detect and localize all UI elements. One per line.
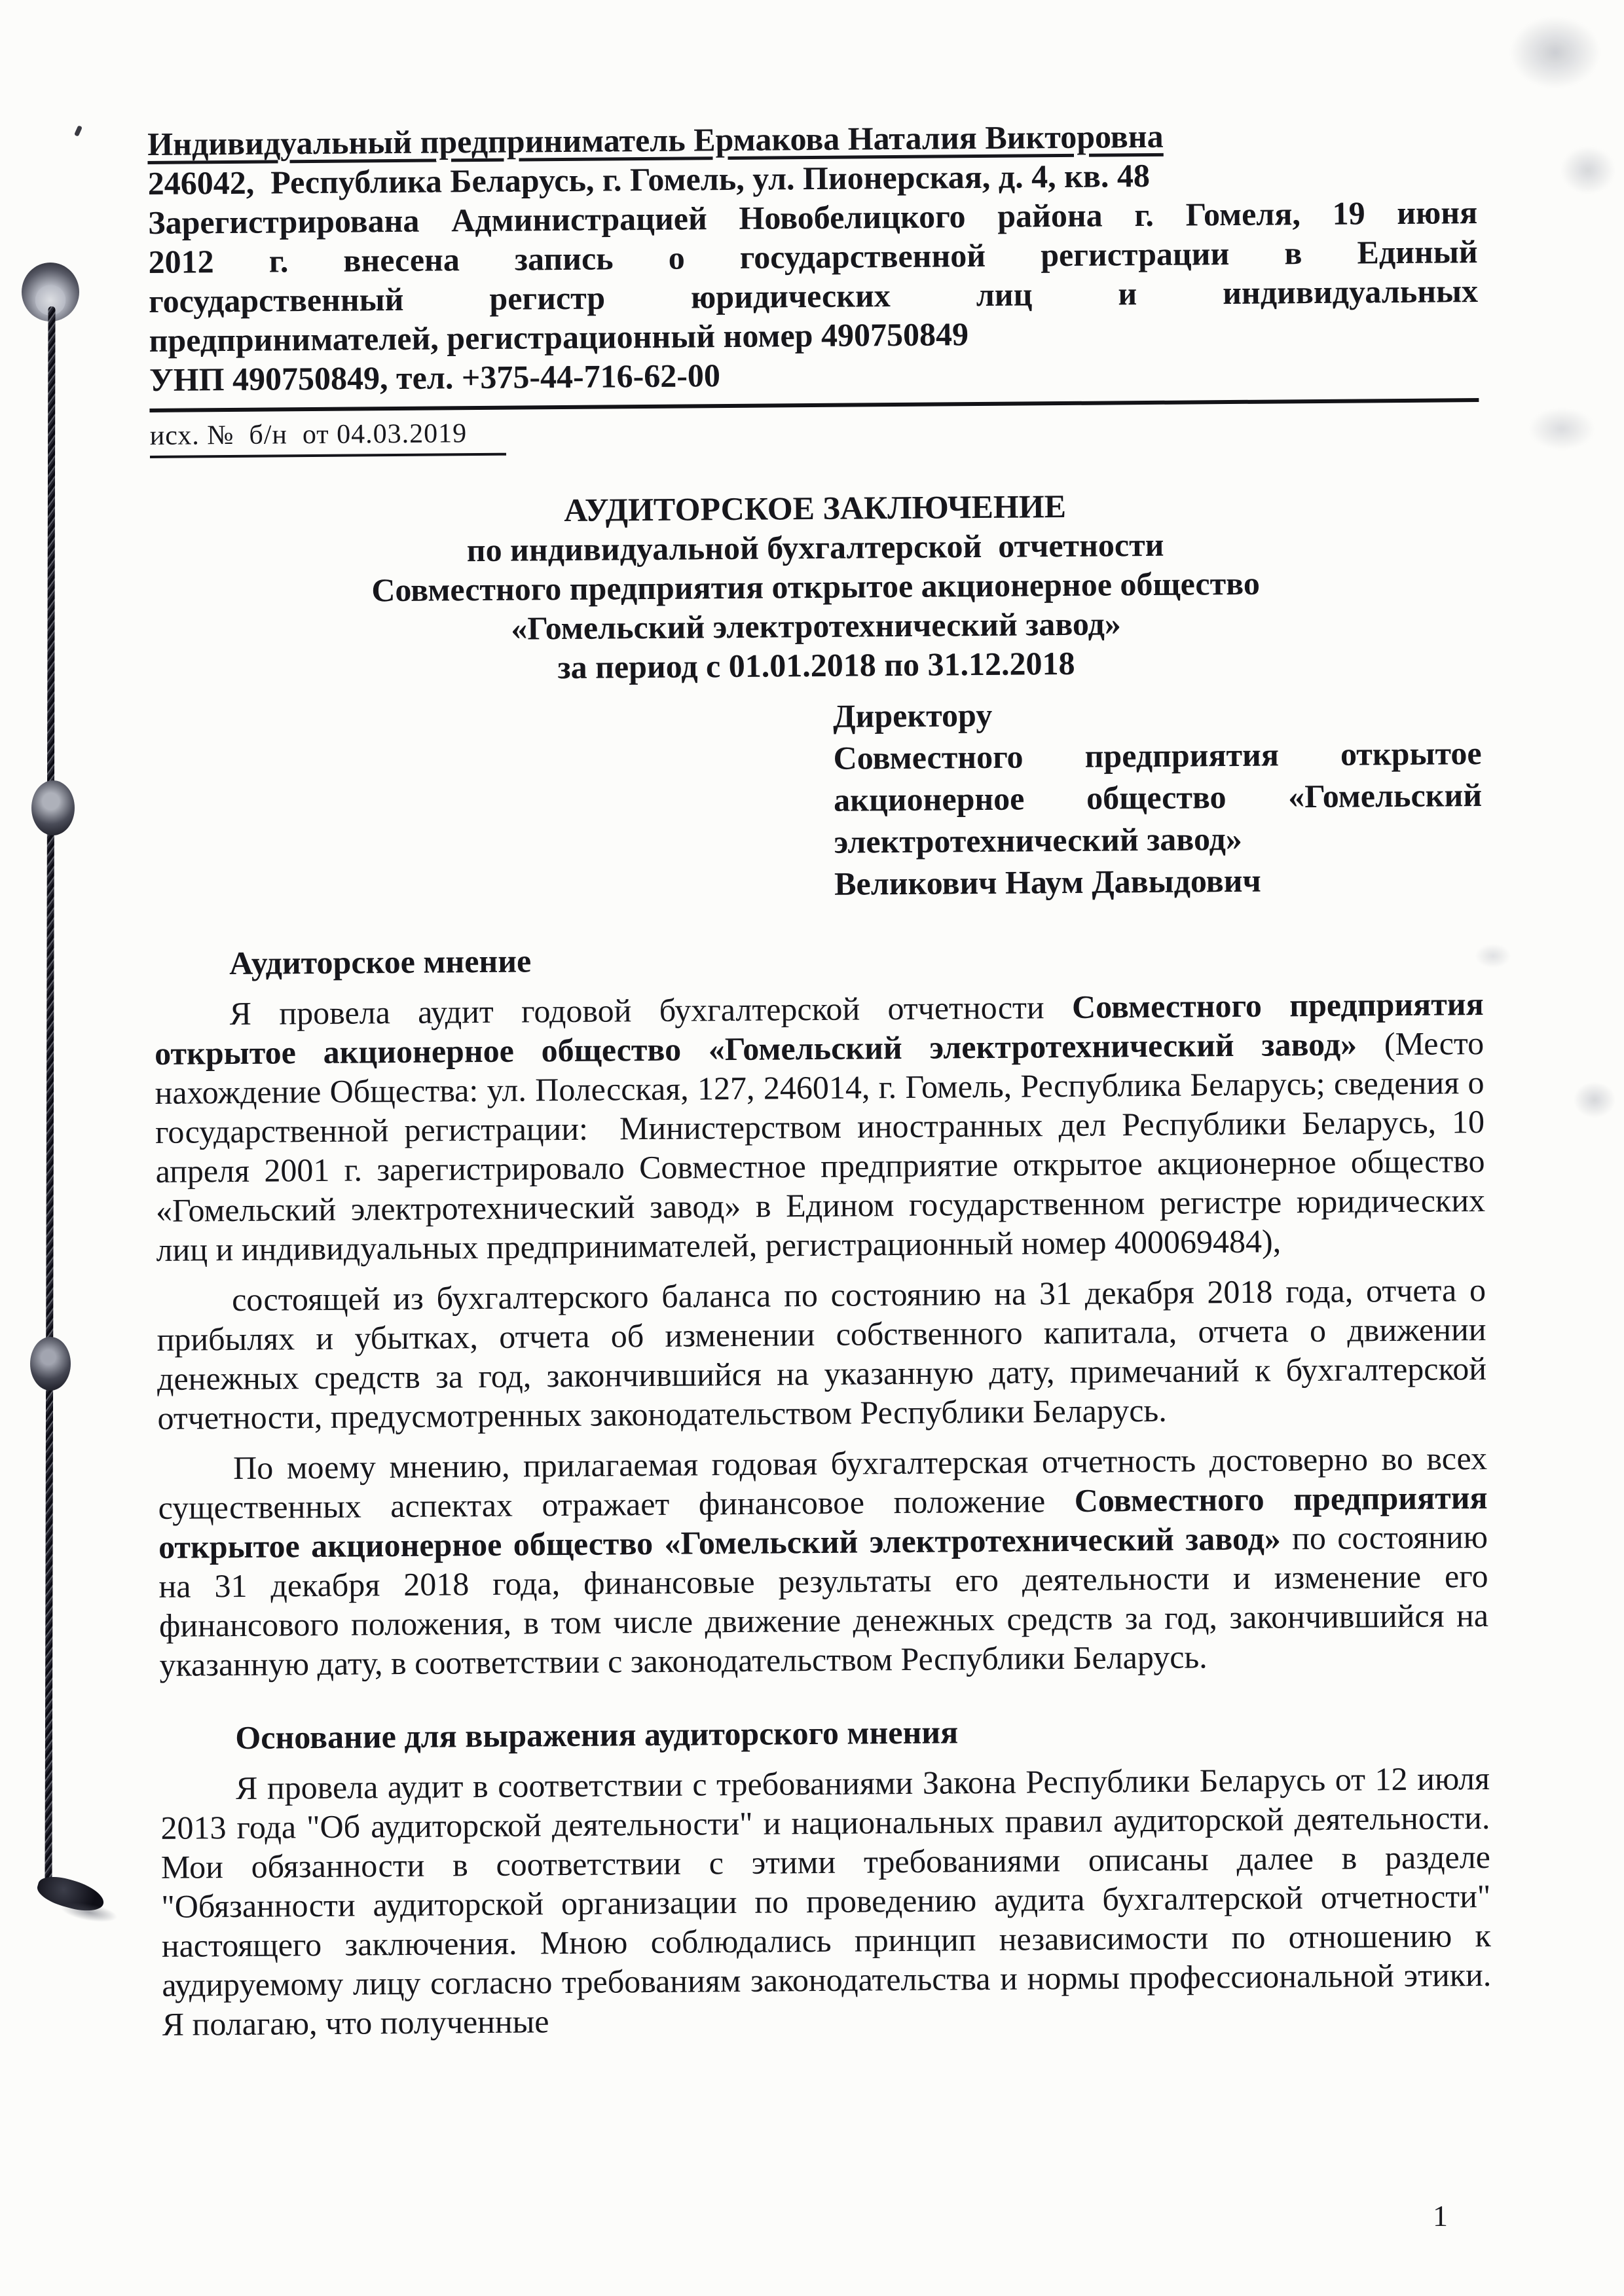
letterhead-registration-line: Зарегистрирована Администрацией Новобелицкого района г. Гомеля, 19 июня xyxy=(147,194,1478,241)
page-number: 1 xyxy=(1433,2199,1448,2232)
binding-seal-lower-icon xyxy=(30,1337,71,1391)
addressee-company: электротехнический завод» xyxy=(834,820,1243,860)
addressee-block xyxy=(833,690,1483,905)
paragraph-statements-composition xyxy=(157,1270,1487,1438)
text-segment: Я провела аудит в соответствии с требованиями Закона Республики Беларусь от 12 июля 2013 года "Об аудиторской деятельности" и национальных правил аудиторской деятельности. Мои обязанности в соответствии с этими требованиями описаны далее в разделе "Обязанности аудиторской организации по проведению аудита бухгалтерской отчетности" настоящего заключения. Мною соблюдались принцип независимости по отношению к аудируемому лицу согласно требованиям законодательства и нормы профессиональной этики. Я полагаю, что полученные xyxy=(160,1759,1492,2043)
addressee-company: акционерное общество «Гомельский xyxy=(833,776,1483,818)
addressee-person: Великович Наум Давыдович xyxy=(834,862,1261,902)
letterhead-registration-line: 2012 г. внесена запись о государственной регистрации в Единый xyxy=(148,233,1478,280)
outgoing-reference-text: исх. № б/н от 04.03.2019 xyxy=(150,416,507,458)
text-segment: Я провела аудит годовой бухгалтерской отчетности xyxy=(229,988,1073,1032)
outgoing-reference xyxy=(150,409,1479,458)
bold-text-segment: Совместного предприятия открытое акционерное общество «Гомельский электротехнический завод» xyxy=(158,1478,1488,1565)
text-segment: состоящей из бухгалтерского баланса по состоянию на 31 декабря 2018 года, отчета о прибылях и убытках, отчета об изменении собственного капитала, отчета о движении денежных средств за год, закончившийся на указанную дату, примечаний к бухгалтерской отчетности, предусмотренных законодательством Республики Беларусь. xyxy=(157,1271,1487,1436)
scan-noise xyxy=(1526,406,1598,452)
entrepreneur-name: Индивидуальный предприниматель Ермакова Наталия Викторовна xyxy=(147,117,1164,162)
letterhead-unp-phone: УНП 490750849, тел. +375-44-716-62-00 xyxy=(149,357,721,398)
addressee-company: Совместного предприятия открытое xyxy=(833,735,1482,776)
letterhead-registration-line: государственный регистр юридических лиц и индивидуальных xyxy=(148,272,1479,319)
title-line-company-name: «Гомельский электротехнический завод» xyxy=(511,605,1122,647)
section-heading-audit-opinion: Аудиторское мнение xyxy=(229,942,532,982)
title-line-period: за период с 01.01.2018 по 31.12.2018 xyxy=(557,644,1075,686)
letterhead-block xyxy=(147,114,1479,412)
title-line-subject: по индивидуальной бухгалтерской отчетности xyxy=(466,526,1164,569)
bold-text-segment: Совместного предприятия открытое акционерное общество «Гомельский электротехнический завод» xyxy=(154,985,1484,1072)
letterhead-address: 246042, Республика Беларусь, г. Гомель, ул. Пионерская, д. 4, кв. 48 xyxy=(147,156,1151,202)
document-binding xyxy=(0,0,144,2030)
document-title-block xyxy=(150,483,1481,690)
paragraph-audit-scope xyxy=(154,984,1485,1269)
title-line-main: АУДИТОРСКОЕ ЗАКЛЮЧЕНИЕ xyxy=(564,487,1067,529)
addressee-role: Директору xyxy=(832,696,993,735)
scan-noise xyxy=(1506,13,1604,92)
binding-thread-icon xyxy=(45,306,55,1893)
scan-noise xyxy=(1572,1080,1617,1120)
text-segment: По моему мнению, прилагаемая годовая бухгалтерская отчетность достоверно во всех существенных аспектах отражает финансовое положение xyxy=(158,1439,1488,1526)
letterhead-registration-number: предпринимателей, регистрационный номер 490750849 xyxy=(149,316,969,359)
binding-seal-middle-icon xyxy=(31,780,75,835)
text-segment: по состоянию на 31 декабря 2018 года, финансовые результаты его деятельности и изменение его финансового положения, в том числе движение денежных средств за год, закончившийся на указанную дату, в соответствии с законодательством Республики Беларусь. xyxy=(158,1518,1489,1683)
text-segment: (Место нахождение Общества: ул. Полесская, 127, 246014, г. Гомель, Республика Беларусь; сведения о государственной регистрации: Министерством иностранных дел Республики Беларусь, 10 апреля 2001 г. зарегистрировало Совместное предприятие открытое акционерное общество «Гомельский электротехнический завод» в Едином государственном регистре юридических лиц и индивидуальных предпринимателей, регистрационный номер 400069484), xyxy=(155,1025,1486,1268)
title-line-company: Совместного предприятия открытое акционерное общество xyxy=(371,564,1261,609)
scan-noise xyxy=(1559,144,1617,196)
document-content xyxy=(147,114,1492,2044)
paragraph-opinion xyxy=(158,1438,1489,1685)
section-heading-basis-for-opinion: Основание для выражения аудиторского мнения xyxy=(235,1713,959,1757)
paragraph-basis xyxy=(160,1758,1492,2044)
